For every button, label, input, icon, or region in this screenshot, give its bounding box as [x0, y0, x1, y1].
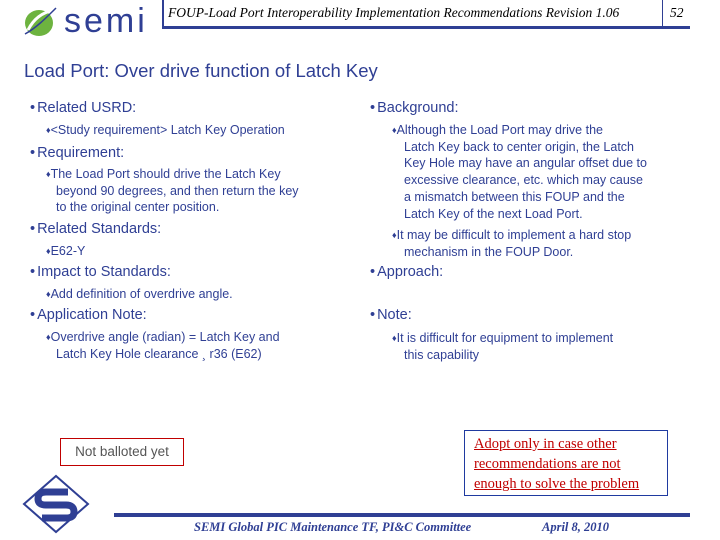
requirement-text: ♦The Load Port should drive the Latch Key beyond 90 degrees, and then return the key to the original center position. — [46, 167, 299, 215]
background-item-1: ♦Although the Load Port may drive the Latch Key back to center origin, the Latch Key Hole may have an angular offset due to excessive clearance, etc. which may cause a mismatch between this FOUP and the Latch Key of the next Load Port. — [392, 123, 647, 221]
heading-impact: • Impact to Standards: — [30, 264, 171, 280]
not-balloted-box: Not balloted yet — [60, 438, 184, 466]
page-number: 52 — [670, 5, 684, 20]
header-title: FOUP-Load Port Interoperability Implementation Recommendations Revision 1.06 — [168, 5, 620, 20]
header-divider — [162, 0, 164, 26]
footer-date: April 8, 2010 — [542, 520, 610, 534]
note-text: ♦It is difficult for equipment to implement this capability — [392, 331, 614, 362]
impact-item: ♦Add definition of overdrive angle. — [46, 287, 233, 301]
header-divider-right — [662, 0, 663, 26]
semi-logo-text: semi — [64, 2, 148, 40]
application-note-text: ♦Overdrive angle (radian) = Latch Key and Latch Key Hole clearance ¸ r36 (E62) — [46, 330, 280, 361]
heading-requirement: • Requirement: — [30, 145, 125, 161]
related-usrd-item: ♦<Study requirement> Latch Key Operation — [46, 123, 285, 137]
heading-note: • Note: — [370, 307, 412, 323]
footer-rule — [114, 513, 690, 517]
heading-related-standards: • Related Standards: — [30, 221, 162, 237]
semi-s-logo-icon — [22, 474, 90, 534]
heading-background: • Background: — [370, 100, 459, 116]
footer-committee: SEMI Global PIC Maintenance TF, PI&C Committee — [194, 520, 472, 534]
heading-application-note: • Application Note: — [30, 307, 147, 323]
header-rule — [162, 26, 690, 29]
slide-title: Load Port: Over drive function of Latch Key — [24, 60, 378, 81]
related-standards-item: ♦E62-Y — [46, 244, 86, 258]
heading-related-usrd: • Related USRD: — [30, 100, 137, 116]
adopt-text: Adopt only in case other recommendations are not enough to solve the problem — [474, 436, 640, 492]
background-item-2: ♦It may be difficult to implement a hard stop mechanism in the FOUP Door. — [392, 228, 632, 259]
heading-approach: • Approach: — [370, 264, 444, 280]
